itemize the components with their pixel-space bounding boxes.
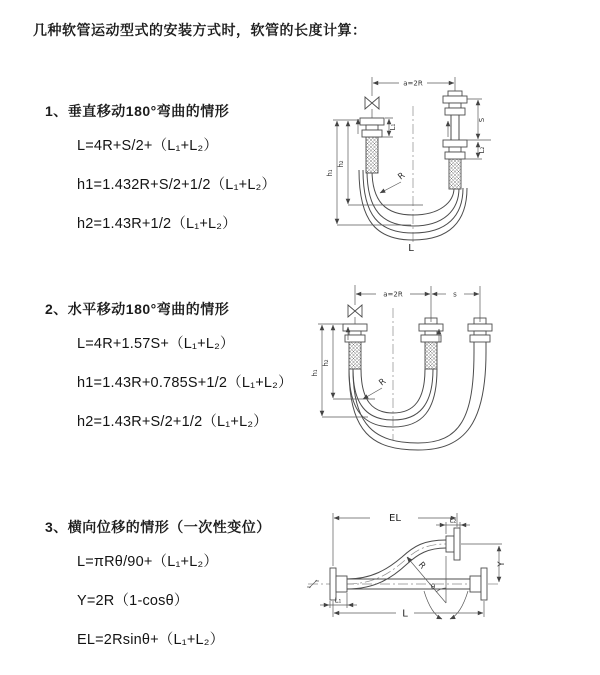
right-pipe-fitting (468, 318, 492, 352)
left-pipe-fitting (360, 118, 384, 173)
dim-label-l1: L₁ (334, 596, 342, 605)
formula-l: L=4R+S/2+（L₁+L₂） (77, 138, 219, 154)
dim-label-h1: h₁ (311, 369, 319, 377)
dim-label-s: S (478, 117, 486, 123)
dim-label-el: EL (389, 513, 401, 524)
formula-l: L=πRθ/90+（L₁+L₂） (77, 554, 219, 570)
formula-h1: h1=1.43R+0.785S+1/2（L₁+L₂） (77, 375, 293, 391)
dimension-lines (320, 513, 502, 619)
diagram-lateral-displacement (300, 498, 600, 656)
length-label: L (408, 243, 414, 254)
radius-label: R (396, 170, 408, 183)
page-title: 几种软管运动型式的安装方式时，软管的长度计算： (33, 22, 367, 38)
dim-label-y: Y (497, 561, 507, 567)
left-pipe-fitting (343, 324, 367, 369)
dim-label-l1: L₁ (389, 123, 397, 131)
dim-label-h2: h₂ (337, 160, 345, 168)
valve-icon (365, 97, 379, 118)
right-pipe-fitting (443, 91, 467, 189)
section-2-heading: 2、水平移动180°弯曲的情形 (45, 301, 230, 317)
section-1-heading: 1、垂直移动180°弯曲的情形 (45, 103, 230, 119)
formula-el: EL=2Rsinθ+（L₁+L₂） (77, 632, 225, 648)
hose-displaced-position (347, 540, 446, 589)
formula-h1: h1=1.432R+S/2+1/2（L₁+L₂） (77, 177, 277, 193)
right-lower-flange (470, 568, 487, 600)
section-lateral-displacement (45, 517, 320, 667)
radius-label: R (377, 376, 389, 389)
dim-label-l: L (402, 608, 408, 620)
section-vertical-180 (45, 101, 320, 251)
dim-label-l2: L₂ (478, 146, 486, 154)
dim-label-a2r: a=2R (403, 79, 423, 88)
diagram-horizontal-180-bend (308, 278, 593, 473)
section-horizontal-180 (45, 299, 320, 449)
left-flange (330, 568, 347, 600)
formula-h2: h2=1.43R+1/2（L₁+L₂） (77, 216, 237, 232)
radius-label: R (415, 560, 428, 572)
dim-label-h1: h₁ (326, 169, 334, 177)
dim-label-h2: h₂ (322, 359, 330, 367)
dim-label-l2: L₂ (449, 516, 457, 525)
middle-pipe-fitting (419, 318, 443, 369)
section-3-heading: 3、横向位移的情形（一次性变位） (45, 519, 271, 535)
formula-y: Y=2R（1-cosθ） (77, 593, 189, 609)
dimension-lines (318, 285, 480, 417)
dim-label-a2r: a=2R (383, 290, 403, 299)
dimension-lines (333, 77, 491, 225)
valve-icon (348, 305, 362, 324)
dim-label-s: s (453, 290, 457, 299)
formula-l: L=4R+1.57S+（L₁+L₂） (77, 336, 235, 352)
angle-label: θ (430, 583, 436, 591)
right-upper-flange (446, 528, 460, 560)
diagram-vertical-180-bend (315, 70, 595, 262)
formula-h2: h2=1.43R+S/2+1/2（L₁+L₂） (77, 414, 268, 430)
